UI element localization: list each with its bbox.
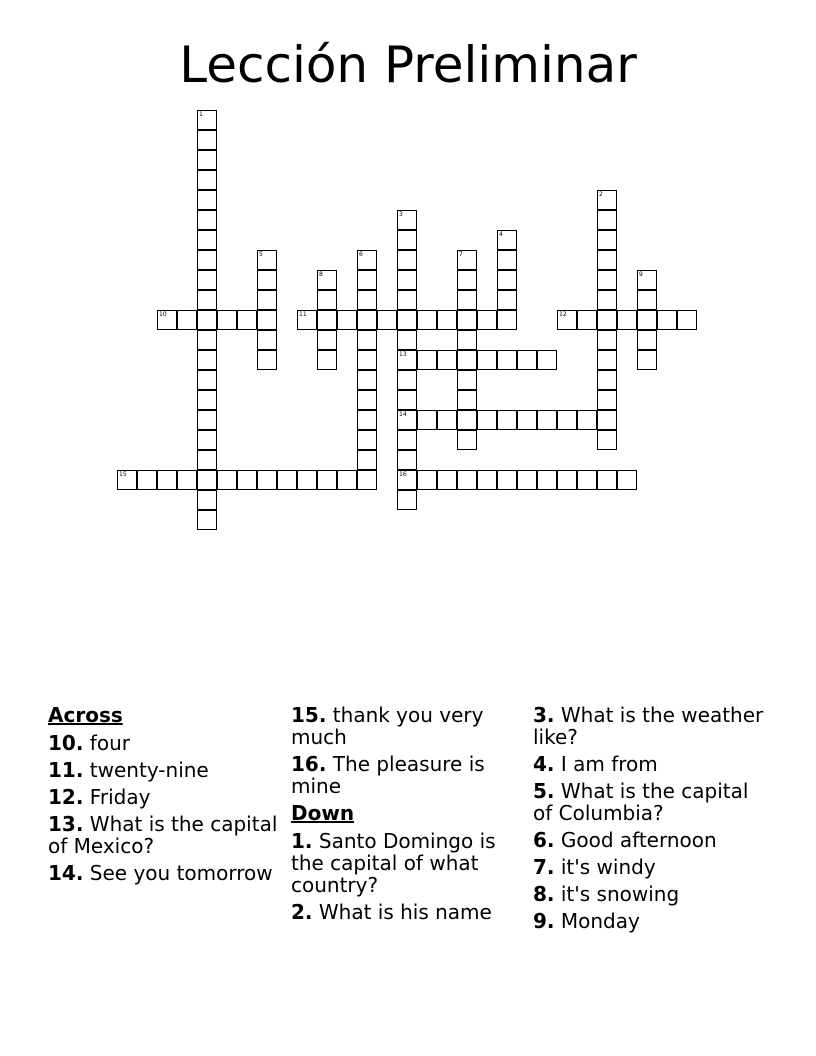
clue-text: it's windy <box>560 855 656 879</box>
cell-number: 7 <box>459 251 463 258</box>
crossword-cell[interactable] <box>197 350 217 370</box>
clue-down-5 <box>533 780 765 824</box>
crossword-cell[interactable] <box>457 250 477 270</box>
crossword-cell[interactable] <box>197 190 217 210</box>
clue-number: 1. <box>291 829 313 853</box>
crossword-cell[interactable] <box>197 510 217 530</box>
crossword-cell[interactable] <box>117 470 137 490</box>
crossword-cell[interactable] <box>617 470 637 490</box>
clue-down-6 <box>533 829 765 851</box>
crossword-cell[interactable] <box>157 310 177 330</box>
cell-number: 9 <box>639 271 643 278</box>
clue-text: thank you very much <box>291 703 484 749</box>
crossword-cell[interactable] <box>417 470 437 490</box>
crossword-cell[interactable] <box>297 310 317 330</box>
crossword-cell[interactable] <box>257 270 277 290</box>
crossword-cell[interactable] <box>397 470 417 490</box>
crossword-cell[interactable] <box>537 350 557 370</box>
crossword-cell[interactable] <box>257 310 277 330</box>
crossword-cell[interactable] <box>677 310 697 330</box>
clue-text: What is the weather like? <box>533 703 764 749</box>
crossword-cell[interactable] <box>217 310 237 330</box>
crossword-cell[interactable] <box>397 390 417 410</box>
crossword-cell[interactable] <box>637 290 657 310</box>
crossword-cell[interactable] <box>397 410 417 430</box>
crossword-cell[interactable] <box>457 290 477 310</box>
crossword-cell[interactable] <box>397 490 417 510</box>
clue-number: 4. <box>533 752 555 776</box>
cell-number: 12 <box>559 311 567 318</box>
clue-across-14 <box>48 862 280 884</box>
crossword-cell[interactable] <box>397 430 417 450</box>
clue-down-8 <box>533 883 765 905</box>
clue-text: it's snowing <box>560 882 680 906</box>
clues-column-1 <box>48 704 280 889</box>
cell-number: 8 <box>319 271 323 278</box>
crossword-cell[interactable] <box>537 410 557 430</box>
crossword-cell[interactable] <box>177 310 197 330</box>
crossword-cell[interactable] <box>357 250 377 270</box>
crossword-cell[interactable] <box>257 350 277 370</box>
crossword-cell[interactable] <box>197 370 217 390</box>
crossword-cell[interactable] <box>597 470 617 490</box>
clue-number: 5. <box>533 779 555 803</box>
crossword-cell[interactable] <box>517 470 537 490</box>
clue-across-10 <box>48 732 280 754</box>
crossword-cell[interactable] <box>497 310 517 330</box>
down-heading: Down <box>291 801 355 825</box>
clue-across-12 <box>48 786 280 808</box>
crossword-cell[interactable] <box>177 470 197 490</box>
crossword-cell[interactable] <box>197 230 217 250</box>
crossword-cell[interactable] <box>597 210 617 230</box>
crossword-cell[interactable] <box>317 310 337 330</box>
crossword-cell[interactable] <box>597 350 617 370</box>
crossword-cell[interactable] <box>197 490 217 510</box>
crossword-cell[interactable] <box>197 330 217 350</box>
clue-text: The pleasure is mine <box>291 752 485 798</box>
crossword-cell[interactable] <box>217 470 237 490</box>
crossword-cell[interactable] <box>457 270 477 290</box>
crossword-cell[interactable] <box>597 290 617 310</box>
crossword-cell[interactable] <box>477 470 497 490</box>
cell-number: 5 <box>259 251 263 258</box>
crossword-cell[interactable] <box>397 450 417 470</box>
crossword-cell[interactable] <box>417 410 437 430</box>
cell-number: 10 <box>159 311 167 318</box>
crossword-cell[interactable] <box>357 410 377 430</box>
clues-column-2 <box>291 704 523 928</box>
crossword-cell[interactable] <box>157 470 177 490</box>
crossword-cell[interactable] <box>497 410 517 430</box>
cell-number: 2 <box>599 191 603 198</box>
crossword-cell[interactable] <box>137 470 157 490</box>
crossword-cell[interactable] <box>557 310 577 330</box>
crossword-cell[interactable] <box>397 290 417 310</box>
crossword-cell[interactable] <box>317 350 337 370</box>
clue-down-3 <box>533 704 765 748</box>
crossword-cell[interactable] <box>277 470 297 490</box>
crossword-cell[interactable] <box>437 310 457 330</box>
crossword-cell[interactable] <box>397 230 417 250</box>
crossword-cell[interactable] <box>397 250 417 270</box>
crossword-cell[interactable] <box>337 310 357 330</box>
clue-across-11 <box>48 759 280 781</box>
crossword-cell[interactable] <box>637 270 657 290</box>
crossword-cell[interactable] <box>197 150 217 170</box>
crossword-cell[interactable] <box>257 470 277 490</box>
crossword-cell[interactable] <box>397 350 417 370</box>
crossword-cell[interactable] <box>397 330 417 350</box>
crossword-cell[interactable] <box>497 250 517 270</box>
clue-number: 12. <box>48 785 84 809</box>
cell-number: 15 <box>119 471 127 478</box>
clue-number: 13. <box>48 812 84 836</box>
crossword-cell[interactable] <box>517 410 537 430</box>
clue-across-16 <box>291 753 523 797</box>
crossword-cell[interactable] <box>477 310 497 330</box>
crossword-cell[interactable] <box>597 270 617 290</box>
crossword-cell[interactable] <box>397 270 417 290</box>
crossword-cell[interactable] <box>557 410 577 430</box>
crossword-cell[interactable] <box>597 190 617 210</box>
crossword-cell[interactable] <box>397 370 417 390</box>
cell-number: 14 <box>399 411 407 418</box>
clue-number: 10. <box>48 731 84 755</box>
crossword-cell[interactable] <box>197 290 217 310</box>
clue-text: four <box>89 731 130 755</box>
crossword-cell[interactable] <box>197 110 217 130</box>
clue-text: What is his name <box>318 900 492 924</box>
crossword-cell[interactable] <box>497 290 517 310</box>
crossword-cell[interactable] <box>597 430 617 450</box>
crossword-cell[interactable] <box>197 250 217 270</box>
crossword-cell[interactable] <box>317 470 337 490</box>
clue-number: 6. <box>533 828 555 852</box>
clue-number: 2. <box>291 900 313 924</box>
crossword-cell[interactable] <box>197 430 217 450</box>
crossword-cell[interactable] <box>457 430 477 450</box>
crossword-cell[interactable] <box>197 450 217 470</box>
crossword-cell[interactable] <box>197 310 217 330</box>
crossword-cell[interactable] <box>377 310 397 330</box>
crossword-cell[interactable] <box>357 470 377 490</box>
crossword-cell[interactable] <box>437 350 457 370</box>
clue-text: What is the capital of Mexico? <box>48 812 278 858</box>
clue-text: I am from <box>560 752 658 776</box>
crossword-cell[interactable] <box>457 310 477 330</box>
crossword-cell[interactable] <box>197 390 217 410</box>
clue-number: 16. <box>291 752 327 776</box>
crossword-cell[interactable] <box>537 470 557 490</box>
crossword-cell[interactable] <box>597 370 617 390</box>
crossword-cell[interactable] <box>637 330 657 350</box>
crossword-cell[interactable] <box>597 410 617 430</box>
crossword-cell[interactable] <box>457 370 477 390</box>
crossword-cell[interactable] <box>657 310 677 330</box>
crossword-cell[interactable] <box>357 370 377 390</box>
clue-text: Monday <box>560 909 640 933</box>
crossword-cell[interactable] <box>437 470 457 490</box>
crossword-cell[interactable] <box>337 470 357 490</box>
cell-number: 13 <box>399 351 407 358</box>
crossword-cell[interactable] <box>197 410 217 430</box>
crossword-cell[interactable] <box>197 470 217 490</box>
crossword-cell[interactable] <box>477 350 497 370</box>
clue-number: 14. <box>48 861 84 885</box>
clue-number: 15. <box>291 703 327 727</box>
cell-number: 6 <box>359 251 363 258</box>
crossword-cell[interactable] <box>457 350 477 370</box>
clue-number: 3. <box>533 703 555 727</box>
crossword-cell[interactable] <box>597 390 617 410</box>
crossword-cell[interactable] <box>457 410 477 430</box>
crossword-cell[interactable] <box>497 230 517 250</box>
crossword-cell[interactable] <box>497 470 517 490</box>
crossword-cell[interactable] <box>457 330 477 350</box>
clue-down-2 <box>291 901 523 923</box>
cell-number: 11 <box>299 311 307 318</box>
across-heading: Across <box>48 703 123 727</box>
clue-number: 11. <box>48 758 84 782</box>
crossword-cell[interactable] <box>317 330 337 350</box>
crossword-cell[interactable] <box>257 330 277 350</box>
clue-text: Good afternoon <box>560 828 717 852</box>
clues-column-3 <box>533 704 765 937</box>
crossword-cell[interactable] <box>577 470 597 490</box>
crossword-cell[interactable] <box>357 290 377 310</box>
crossword-cell[interactable] <box>197 170 217 190</box>
crossword-cell[interactable] <box>597 250 617 270</box>
crossword-cell[interactable] <box>637 310 657 330</box>
clue-down-7 <box>533 856 765 878</box>
cell-number: 16 <box>399 471 407 478</box>
clue-number: 7. <box>533 855 555 879</box>
crossword-cell[interactable] <box>357 310 377 330</box>
clue-text: Friday <box>89 785 151 809</box>
crossword-cell[interactable] <box>197 130 217 150</box>
clue-number: 8. <box>533 882 555 906</box>
crossword-cell[interactable] <box>617 310 637 330</box>
crossword-cell[interactable] <box>517 350 537 370</box>
crossword-cell[interactable] <box>357 390 377 410</box>
crossword-cell[interactable] <box>397 210 417 230</box>
crossword-cell[interactable] <box>637 350 657 370</box>
page-title: Lección Preliminar <box>179 36 637 94</box>
crossword-cell[interactable] <box>357 430 377 450</box>
crossword-cell[interactable] <box>577 410 597 430</box>
clue-across-15 <box>291 704 523 748</box>
clue-text: twenty-nine <box>89 758 209 782</box>
crossword-cell[interactable] <box>317 270 337 290</box>
crossword-cell[interactable] <box>257 250 277 270</box>
crossword-cell[interactable] <box>417 310 437 330</box>
crossword-cell[interactable] <box>357 450 377 470</box>
crossword-cell[interactable] <box>357 270 377 290</box>
clue-text: Santo Domingo is the capital of what country? <box>291 829 496 897</box>
crossword-cell[interactable] <box>237 470 257 490</box>
crossword-cell[interactable] <box>497 350 517 370</box>
crossword-cell[interactable] <box>257 290 277 310</box>
clue-across-13 <box>48 813 280 857</box>
crossword-cell[interactable] <box>237 310 257 330</box>
crossword-cell[interactable] <box>437 410 457 430</box>
crossword-cell[interactable] <box>197 210 217 230</box>
crossword-cell[interactable] <box>597 330 617 350</box>
crossword-cell[interactable] <box>197 270 217 290</box>
crossword-cell[interactable] <box>297 470 317 490</box>
crossword-cell[interactable] <box>397 310 417 330</box>
crossword-cell[interactable] <box>557 470 577 490</box>
crossword-cell[interactable] <box>597 230 617 250</box>
clue-number: 9. <box>533 909 555 933</box>
crossword-cell[interactable] <box>317 290 337 310</box>
clue-down-9 <box>533 910 765 932</box>
crossword-cell[interactable] <box>357 330 377 350</box>
crossword-cell[interactable] <box>357 350 377 370</box>
cell-number: 1 <box>199 111 203 118</box>
cell-number: 4 <box>499 231 503 238</box>
crossword-cell[interactable] <box>457 390 477 410</box>
crossword-cell[interactable] <box>497 270 517 290</box>
crossword-cell[interactable] <box>457 470 477 490</box>
clue-down-1 <box>291 830 523 896</box>
clue-text: What is the capital of Columbia? <box>533 779 749 825</box>
crossword-cell[interactable] <box>577 310 597 330</box>
clue-text: See you tomorrow <box>89 861 273 885</box>
crossword-cell[interactable] <box>597 310 617 330</box>
clue-down-4 <box>533 753 765 775</box>
cell-number: 3 <box>399 211 403 218</box>
crossword-cell[interactable] <box>417 350 437 370</box>
crossword-cell[interactable] <box>477 410 497 430</box>
